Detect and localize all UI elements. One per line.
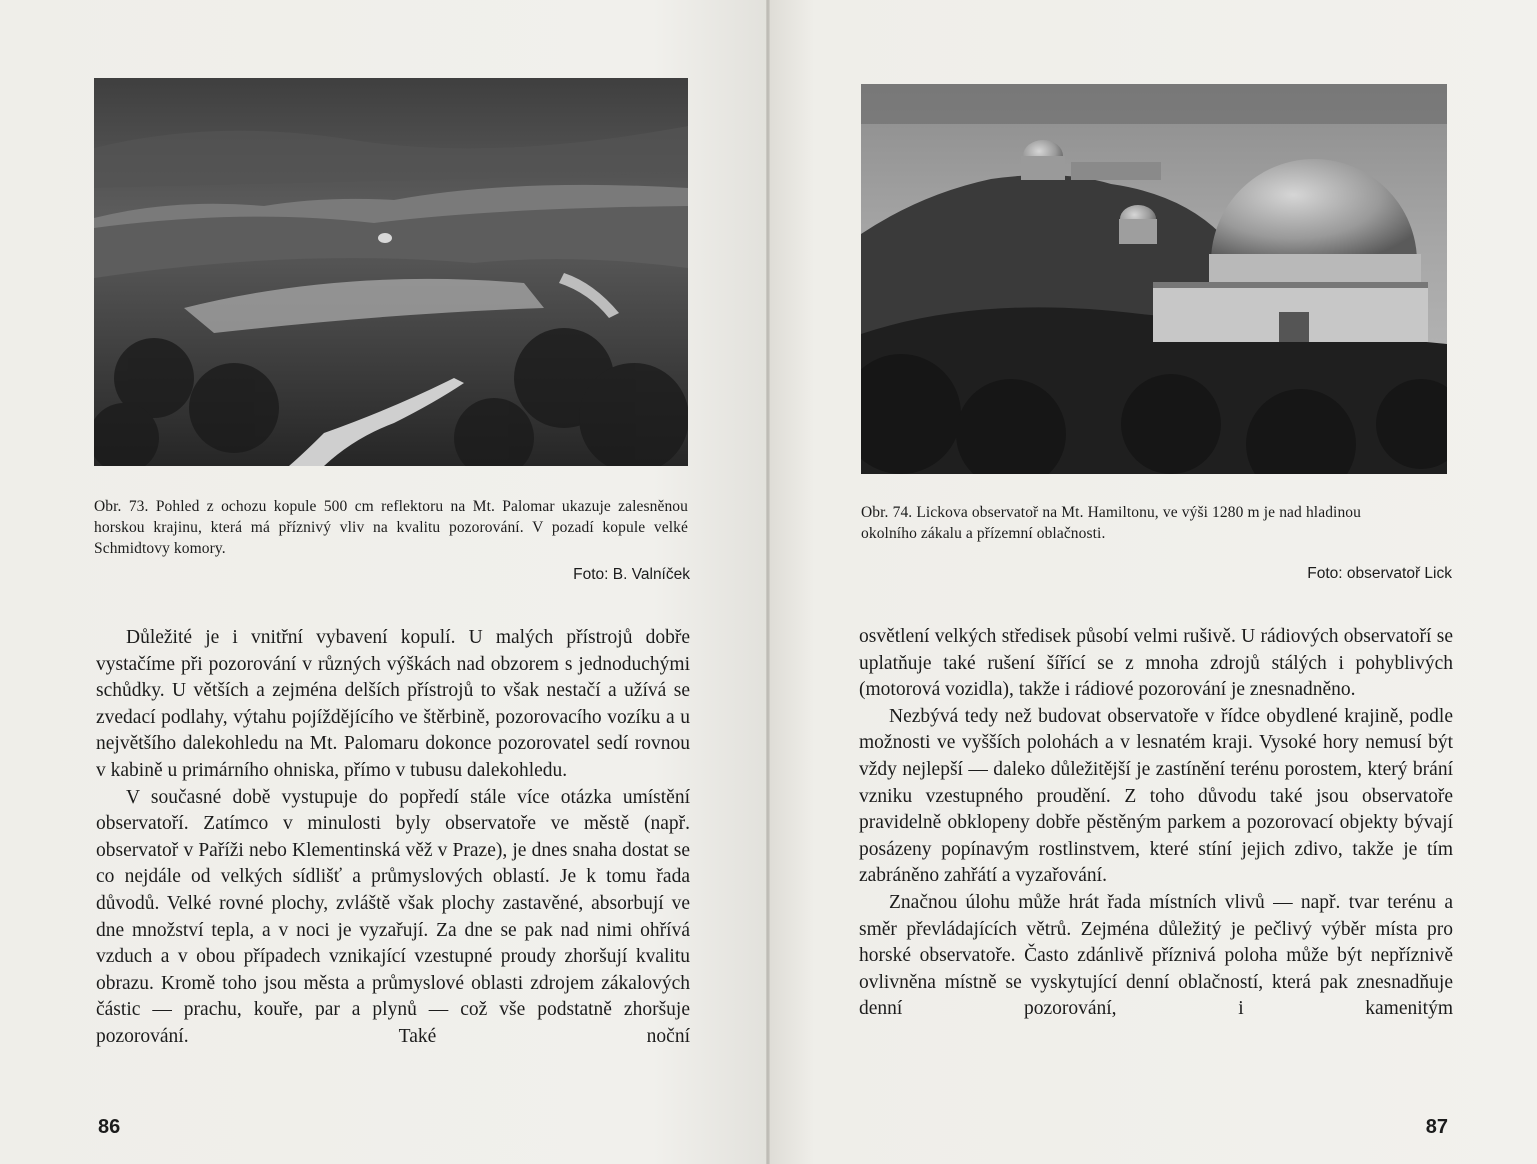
figure-74-caption [861,502,1361,544]
right-page [768,0,1537,1164]
paragraph: Důležité je i vnitřní vybavení kopulí. U malých přístrojů dobře vystačíme při pozorování v různých výškách nad obzorem s jednoduchými schůdky. U větších a zejména delších přístrojů to však nestačí a užívá se zvedací podlahy, výtahu pojíždějícího ve štěrbině, pozorovacího vozíku a u největšího dalekohledu na Mt. Palomaru dokonce pozorovatel sedí rovnou v kabině u primárního ohniska, přímo v tubusu dalekohledu. [96,627,690,781]
paragraph: osvětlení velkých středisek působí velmi rušivě. U rádiových observatoří se uplatňuje také rušení šířící se z mnoha zdrojů stálých i pohyblivých (motorová vozidla), takže i rádiové pozorování je znesnadněno. [859,626,1453,701]
figure-caption-text: Obr. 73. Pohled z ochozu kopule 500 cm reflektoru na Mt. Palomar ukazuje zalesněnou horskou krajinu, která má příznivý vliv na kvalitu pozorování. V pozadí kopule velké Schmidtovy komory. [94,498,688,557]
figure-73-photo [94,78,688,466]
figure-74-photo [861,84,1447,474]
figure-73-credit: Foto: B. Valníček [573,566,690,583]
paragraph: Nezbývá tedy než budovat observatoře v řídce obydlené krajině, podle možnosti ve vyšších polohách a v lesnatém kraji. Vysoké hory nemusí být vždy nejlepší — daleko důležitější je zastínění terénu porostem, který brání vzniku vzestupného proudění. Z toho důvodu také jsou observatoře pravidelně obklopeny dobře pěstěným parkem a pozorovací objekty bývají posázeny popínavým rostlinstvem, které stíní jejich zdivo, takže je tím zabráněno zahřátí a vyzařování. [859,705,1453,887]
left-body-text [96,625,690,1051]
paragraph: V současné době vystupuje do popředí stále více otázka umístění observatoří. Zatímco v minulosti byly observatoře ve městě (např. observatoř v Paříži nebo Klementinská věž v Praze), je dnes snaha dostat se co nejdále od velkých sídlišť a průmyslových oblastí. Je k tomu řada důvodů. Velké rovné plochy, zvláště však plochy zastavěné, absorbují ve dne množství tepla, a v noci je vyzařují. Za dne se pak nad nimi ohřívá vzduch a v obou případech vznikající vzestupné proudy zhoršují kvalitu obrazu. Kromě toho jsou města a průmyslové oblasti zdrojem zákalových částic — prachu, kouře, par a plynů — což vše podstatně zhoršuje pozorování. Také noční [96,786,690,1047]
figure-caption-text: Obr. 74. Lickova observatoř na Mt. Hamiltonu, ve výši 1280 m je nad hladinou okolního zákalu a přízemní oblačnosti. [861,504,1361,542]
right-body-text [859,624,1453,1023]
figure-74-credit: Foto: observatoř Lick [1307,565,1452,582]
left-page [0,0,768,1164]
paragraph: Značnou úlohu může hrát řada místních vlivů — např. tvar terénu a směr převládajících větrů. Zejména důležitý je pečlivý výběr místa pro horské observatoře. Často zdánlivě příznivá poloha může být nepříznivě ovlivněna místně se vyskytující denní oblačností, která pak znesnadňuje denní pozorování, i kamenitým [859,891,1453,1020]
figure-73-caption [94,496,688,559]
page-number: 87 [1425,1116,1448,1138]
book-gutter [766,0,770,1164]
page-number: 86 [98,1116,121,1138]
